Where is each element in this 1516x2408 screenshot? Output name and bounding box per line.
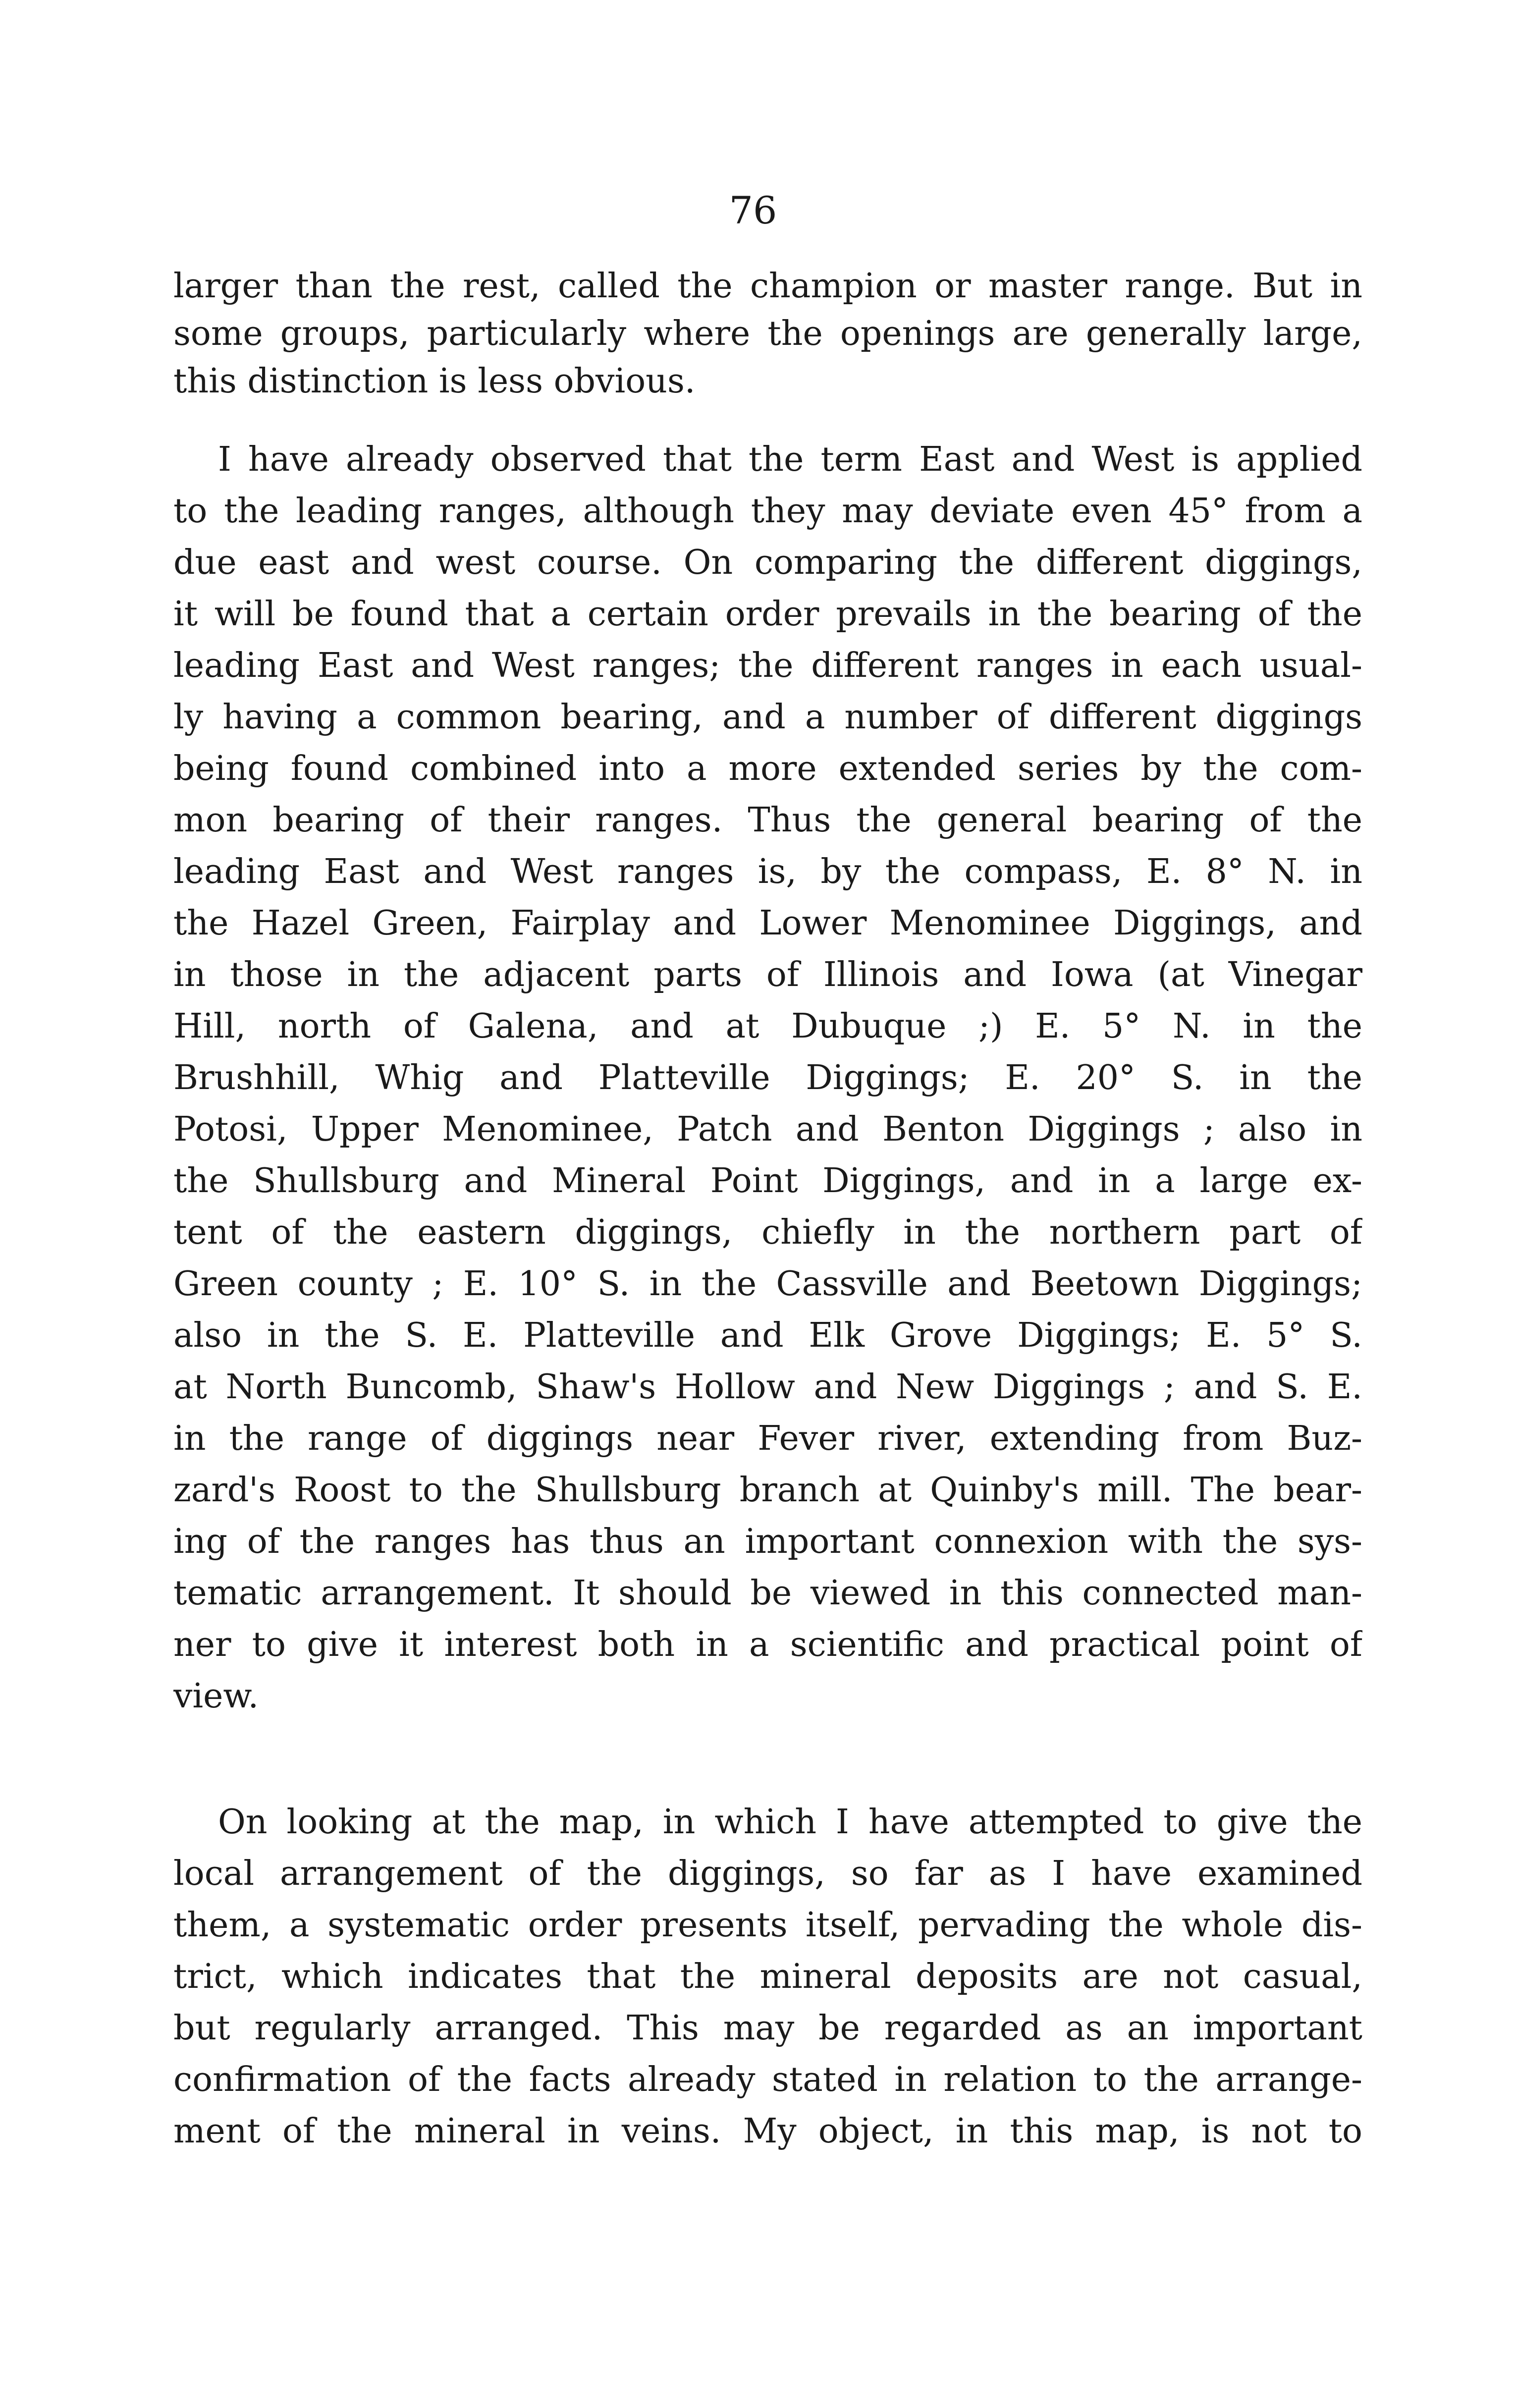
text-line: leading East and West ranges; the different ranges in each usual- — [173, 646, 1362, 685]
text-line: ly having a common bearing, and a number of different diggings — [173, 698, 1362, 737]
text-line: tematic arrangement. It should be viewed in this connected man- — [173, 1574, 1362, 1613]
text-line: local arrangement of the diggings, so far as I have examined — [173, 1854, 1362, 1893]
text-line: I have already observed that the term East and West is applied — [218, 440, 1362, 479]
text-line: them, a systematic order presents itself, pervading the whole dis- — [173, 1906, 1362, 1945]
text-line: ing of the ranges has thus an important connexion with the sys- — [173, 1522, 1362, 1561]
text-line: On looking at the map, in which I have attempted to give the — [218, 1803, 1362, 1842]
text-line: also in the S. E. Platteville and Elk Grove Diggings; E. 5° S. — [173, 1316, 1362, 1355]
text-line: confirmation of the facts already stated in relation to the arrange- — [173, 2060, 1362, 2099]
text-line: it will be found that a certain order prevails in the bearing of the — [173, 595, 1362, 634]
text-line: tent of the eastern diggings, chiefly in the northern part of — [173, 1213, 1362, 1252]
text-line: in those in the adjacent parts of Illinois and Iowa (at Vinegar — [173, 955, 1362, 994]
text-line: larger than the rest, called the champion or master range. But in — [173, 267, 1362, 306]
text-line: but regularly arranged. This may be regarded as an important — [173, 2009, 1362, 2048]
text-line: due east and west course. On comparing the different diggings, — [173, 543, 1362, 582]
text-line: ment of the mineral in veins. My object, in this map, is not to — [173, 2112, 1362, 2151]
text-line: this distinction is less obvious. — [173, 362, 696, 401]
text-line: at North Buncomb, Shaw's Hollow and New Diggings ; and S. E. — [173, 1368, 1362, 1407]
text-line: Green county ; E. 10° S. in the Cassville and Beetown Diggings; — [173, 1264, 1362, 1304]
text-line: view. — [173, 1677, 259, 1716]
text-line: Hill, north of Galena, and at Dubuque ;) E. 5° N. in the — [173, 1007, 1362, 1046]
text-line: in the range of diggings near Fever river, extending from Buz- — [173, 1419, 1362, 1458]
page-number: 76 — [729, 188, 777, 232]
text-line: being found combined into a more extended series by the com- — [173, 749, 1362, 788]
text-line: to the leading ranges, although they may deviate even 45° from a — [173, 492, 1362, 531]
text-line: mon bearing of their ranges. Thus the general bearing of the — [173, 801, 1362, 840]
text-line: zard's Roost to the Shullsburg branch at Quinby's mill. The bear- — [173, 1471, 1362, 1510]
text-line: trict, which indicates that the mineral deposits are not casual, — [173, 1957, 1362, 1996]
text-line: Brushhill, Whig and Platteville Diggings; E. 20° S. in the — [173, 1058, 1362, 1097]
text-line: the Shullsburg and Mineral Point Diggings, and in a large ex- — [173, 1161, 1362, 1201]
text-line: some groups, particularly where the openings are generally large, — [173, 314, 1362, 353]
text-line: ner to give it interest both in a scientific and practical point of — [173, 1625, 1362, 1664]
text-line: Potosi, Upper Menominee, Patch and Benton Diggings ; also in — [173, 1110, 1362, 1149]
text-line: leading East and West ranges is, by the compass, E. 8° N. in — [173, 852, 1362, 891]
text-line: the Hazel Green, Fairplay and Lower Menominee Diggings, and — [173, 904, 1362, 943]
